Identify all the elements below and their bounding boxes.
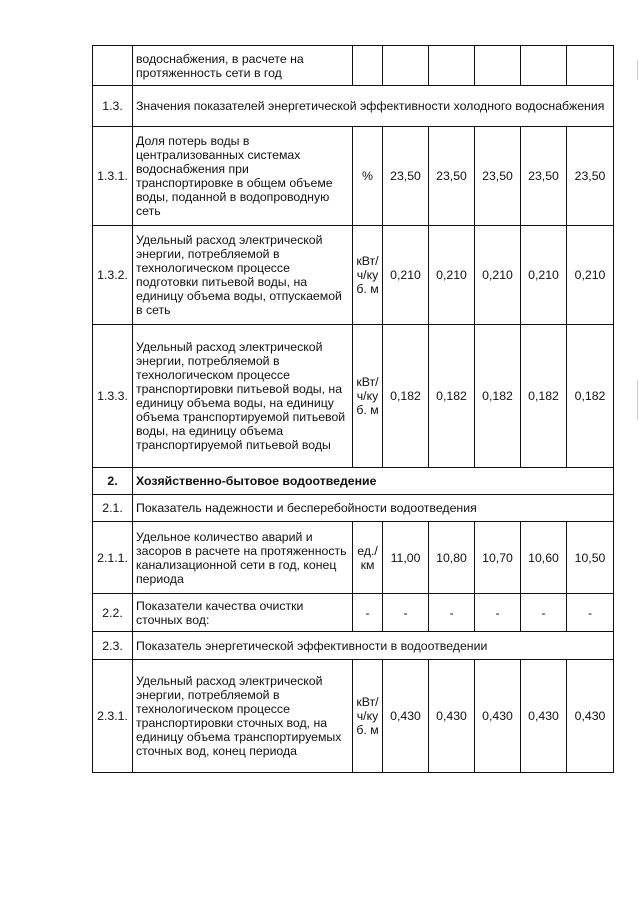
table-row <box>93 226 614 325</box>
table-row <box>93 594 614 632</box>
row-value <box>383 46 429 86</box>
row-value: 0,182 <box>521 325 567 468</box>
row-unit: кВт/ ч/ку б. м <box>353 325 383 468</box>
row-value: - <box>429 594 475 632</box>
section-row <box>93 86 614 127</box>
row-value: 0,210 <box>429 226 475 325</box>
document-page <box>92 45 613 773</box>
table-row <box>93 325 614 468</box>
row-value: 0,182 <box>475 325 521 468</box>
row-unit: - <box>353 594 383 632</box>
row-value: 23,50 <box>383 127 429 226</box>
group-title: Хозяйственно-бытовое водоотведение <box>133 468 614 495</box>
row-description: Удельный расход электрической энергии, потребляемой в технологическом процессе подготовки питьевой воды, на единицу объема воды, отпускаемой в сеть <box>133 226 353 325</box>
row-unit: ед./ км <box>353 522 383 594</box>
row-number: 1.3. <box>93 86 133 127</box>
row-value: - <box>383 594 429 632</box>
row-number: 2. <box>93 468 133 495</box>
row-value: 23,50 <box>429 127 475 226</box>
row-value: 0,210 <box>475 226 521 325</box>
row-number: 2.2. <box>93 594 133 632</box>
row-value: 23,50 <box>475 127 521 226</box>
indicators-table <box>92 45 614 773</box>
row-unit: кВт/ ч/ку б. м <box>353 660 383 773</box>
row-value: 0,182 <box>567 325 614 468</box>
row-description: водоснабжения, в расчете на протяженность сети в год <box>133 46 353 86</box>
row-value: 10,70 <box>475 522 521 594</box>
row-value: 0,210 <box>567 226 614 325</box>
row-description: Удельный расход электрической энергии, потребляемой в технологическом процессе транспортировки сточных вод, на единицу объема транспортируемых сточных вод, конец периода <box>133 660 353 773</box>
table-row <box>93 46 614 86</box>
row-value <box>429 46 475 86</box>
row-value: - <box>475 594 521 632</box>
section-title: Показатель энергетической эффективности в водоотведении <box>133 632 614 660</box>
row-number: 2.1.1. <box>93 522 133 594</box>
row-value <box>475 46 521 86</box>
row-number: 1.3.3. <box>93 325 133 468</box>
table-row <box>93 522 614 594</box>
row-description: Показатели качества очистки сточных вод: <box>133 594 353 632</box>
row-value: 10,80 <box>429 522 475 594</box>
scan-artifact <box>637 380 638 420</box>
row-value: 10,60 <box>521 522 567 594</box>
row-value: 0,430 <box>567 660 614 773</box>
row-value: - <box>567 594 614 632</box>
row-value: 0,182 <box>429 325 475 468</box>
row-value: 23,50 <box>567 127 614 226</box>
row-value <box>567 46 614 86</box>
scan-artifact <box>637 60 638 80</box>
row-number: 1.3.2. <box>93 226 133 325</box>
row-description: Удельное количество аварий и засоров в расчете на протяженность канализационной сети в год, конец периода <box>133 522 353 594</box>
row-number: 1.3.1. <box>93 127 133 226</box>
section-title: Показатель надежности и бесперебойности водоотведения <box>133 495 614 522</box>
row-value: 0,210 <box>521 226 567 325</box>
row-value: 0,430 <box>383 660 429 773</box>
row-value: 0,182 <box>383 325 429 468</box>
row-number: 2.3. <box>93 632 133 660</box>
row-value: 11,00 <box>383 522 429 594</box>
row-value: 23,50 <box>521 127 567 226</box>
row-unit <box>353 46 383 86</box>
row-value <box>521 46 567 86</box>
header-row <box>93 468 614 495</box>
row-unit: % <box>353 127 383 226</box>
section-title: Значения показателей энергетической эффективности холодного водоснабжения <box>133 86 614 127</box>
row-description: Удельный расход электрической энергии, потребляемой в технологическом процессе транспортировки питьевой воды, на единицу объема воды, на единицу объема транспортируемой питьевой воды, на единицу объема транспортируемой питьевой воды <box>133 325 353 468</box>
section-row <box>93 632 614 660</box>
row-value: 10,50 <box>567 522 614 594</box>
table-body <box>93 46 614 773</box>
row-unit: кВт/ ч/ку б. м <box>353 226 383 325</box>
row-value: 0,430 <box>521 660 567 773</box>
table-row <box>93 660 614 773</box>
row-description: Доля потерь воды в централизованных системах водоснабжения при транспортировке в общем объеме воды, поданной в водопроводную сеть <box>133 127 353 226</box>
row-value: 0,430 <box>429 660 475 773</box>
row-value: 0,210 <box>383 226 429 325</box>
row-number: 2.3.1. <box>93 660 133 773</box>
table-row <box>93 127 614 226</box>
row-value: 0,430 <box>475 660 521 773</box>
row-number: 2.1. <box>93 495 133 522</box>
row-number <box>93 46 133 86</box>
section-row <box>93 495 614 522</box>
row-value: - <box>521 594 567 632</box>
